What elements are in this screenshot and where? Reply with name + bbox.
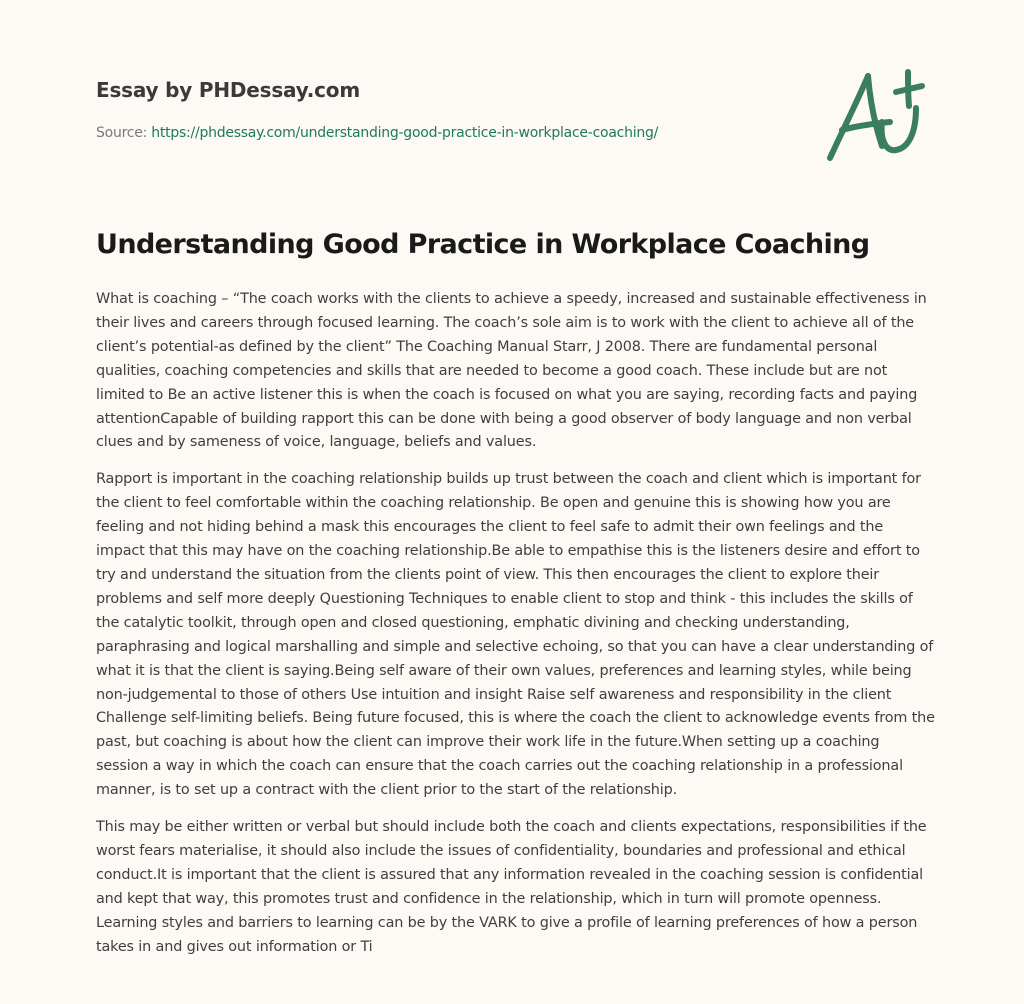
brand-title: Essay by PHDessay.com	[96, 78, 360, 102]
source-label: Source:	[96, 125, 148, 141]
article	[96, 226, 936, 972]
article-paragraph: This may be either written or verbal but should include both the coach and clients expectations, responsibilities if the worst fears materialise, it should also include the issues of confidentiality, boundaries and professional and ethical conduct.It is important that the client is assured that any information revealed in the coaching session is confidential and kept that way, this promotes trust and confidence in the relationship, which in turn will promote openness. Learning styles and barriers to learning can be by the VARK to give a profile of learning preferences of how a person takes in and gives out information or Ti	[96, 819, 927, 955]
article-paragraph: Rapport is important in the coaching relationship builds up trust between the coach and client which is important for the client to feel comfortable within the coaching relationship. Be open and genuine this is showing how you are feeling and not hiding behind a mask this encourages the client to feel safe to admit their own feelings and the impact that this may have on the coaching relationship.Be able to empathise this is the listeners desire and effort to try and understand the situation from the clients point of view. This then encourages the client to explore their problems and self more deeply Questioning Techniques to enable client to stop and think - this includes the skills of the catalytic toolkit, through open and closed questioning, emphatic divining and checking understanding, paraphrasing and logical marshalling and simple and selective echoing, so that you can have a clear understanding of what it is that the client is saying.Being self aware of their own values, preferences and learning styles, while being non-judgemental to those of others Use intuition and insight Raise self awareness and responsibility in the client Challenge self-limiting beliefs. Being future focused, this is where the coach the client to acknowledge events from the past, but coaching is about how the client can improve their work life in the future.When setting up a coaching session a way in which the coach can ensure that the coach carries out the coaching relationship in a professional manner, is to set up a contract with the client prior to the start of the relationship.	[96, 471, 935, 799]
article-title: Understanding Good Practice in Workplace Coaching	[96, 229, 870, 260]
article-paragraph: What is coaching – “The coach works with the clients to achieve a speedy, increased and sustainable effectiveness in their lives and careers through focused learning. The coach’s sole aim is to work with the client to achieve all of the client’s potential-as defined by the client” The Coaching Manual Starr, J 2008. There are fundamental personal qualities, coaching competencies and skills that are needed to become a good coach. These include but are not limited to Be an active listener this is when the coach is focused on what you are saying, recording facts and paying attentionCapable of building rapport this can be done with being a good observer of body language and non verbal clues and by sameness of voice, language, beliefs and values.	[96, 291, 927, 451]
source-link[interactable]: https://phdessay.com/understanding-good-practice-in-workplace-coaching/	[151, 125, 659, 141]
a-plus-grade-icon	[820, 66, 930, 166]
essay-header	[96, 76, 796, 143]
source-line	[96, 123, 796, 143]
